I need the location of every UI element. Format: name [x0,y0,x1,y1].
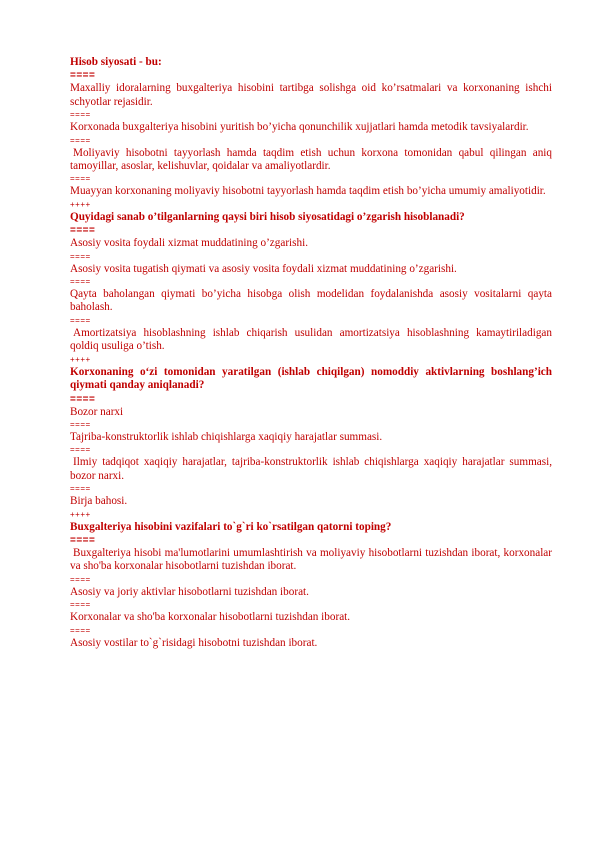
answer-text: Moliyaviy hisobotni tayyorlash hamda taqdim etish uchun korxona tomonidan qabul qilingan aniq tamoyillar, asoslar, kelishuvlar, qoidalar va amaliyotlardir. [70,146,552,173]
separator-line: ==== [70,315,91,325]
separator-line: ==== [70,251,91,261]
answer-text: Birja bahosi. [70,495,128,508]
separator-line: ++++ [70,199,91,209]
answer-text: Tajriba-konstruktorlik ishlab chiqishlarga xaqiqiy harajatlar summasi. [70,430,383,443]
separator-line: ==== [70,70,96,82]
separator-line: ==== [70,174,91,184]
separator-line: ==== [70,484,91,494]
answer-text: Bozor narxi [70,405,124,418]
separator-line: ++++ [70,354,91,364]
answer-text: Korxonalar va sho'ba korxonalar hisobotlarni tuzishdan iborat. [70,611,351,624]
answer-text: Maxalliy idoralarning buxgalteriya hisobini tartibga solishga oid ko’rsatmalari va korxonaning ishchi schyotlar rejasidir. [70,82,552,108]
question-text: Buxgalteriya hisobini vazifalari to`g`ri ko`rsatilgan qatorni toping? [70,520,392,533]
answer-text: Ilmiy tadqiqot xaqiqiy harajatlar, tajriba-konstruktorlik ishlab chiqishlarga xaqiqiy harajatlar summasi, bozor narxi. [70,456,552,482]
question-text: Quyidagi sanab o’tilganlarning qaysi biri hisob siyosatidagi o’zgarish hisoblanadi? [70,210,465,223]
separator-line: ==== [70,277,91,287]
question-text: Korxonaning o‘zi tomonidan yaratilgan (ishlab chiqilgan) nomoddiy aktivlarning boshlang’ich qiymati qanday aniqlanadi? [70,365,552,392]
separator-line: ==== [70,600,91,610]
answer-text: Asosiy vosita foydali xizmat muddatining o’zgarishi. [70,237,309,250]
answer-text: Asosiy vostilar to`g`risidagi hisobotni tuzishdan iborat. [70,636,318,649]
answer-text: Amortizatsiya hisoblashning ishlab chiqarish usulidan amortizatsiya hisoblashning kamaytiriladigan qoldiq usuliga o’tish. [70,326,552,353]
separator-line: ==== [70,110,91,120]
document-page [70,56,552,650]
separator-line: ==== [70,419,91,429]
answer-text: Buxgalteriya hisobi ma'lumotlarini umumlashtirish va moliyaviy hisobotlarni tuzishdan iborat, korxonalar va sho'ba korxonalar hisobotlarni tuzishdan iborat. [70,546,552,573]
separator-line: ==== [70,393,96,405]
answer-text: Korxonada buxgalteriya hisobini yuritish bo’yicha qonunchilik xujjatlari hamda metodik tavsiyalardir. [70,121,529,134]
separator-line: ==== [70,625,91,635]
separator-line: ==== [70,534,96,546]
separator-line: ==== [70,225,96,237]
answer-text: Muayyan korxonaning moliyaviy hisobotni tayyorlash hamda taqdim etish bo’yicha umumiy amaliyotidir. [70,185,546,198]
separator-line: ==== [70,135,91,145]
separator-line: ==== [70,445,91,455]
answer-text: Qayta baholangan qiymati bo’yicha hisobga olish modelidan foydalanishda asosiy vositalarni qayta baholash. [70,288,552,314]
separator-line: ==== [70,574,91,584]
question-text: Hisob siyosati - bu: [70,56,162,68]
separator-line: ++++ [70,509,91,519]
answer-text: Asosiy vosita tugatish qiymati va asosiy vosita foydali xizmat muddatining o’zgarishi. [70,262,457,275]
answer-text: Asosiy va joriy aktivlar hisobotlarni tuzishdan iborat. [70,585,309,598]
